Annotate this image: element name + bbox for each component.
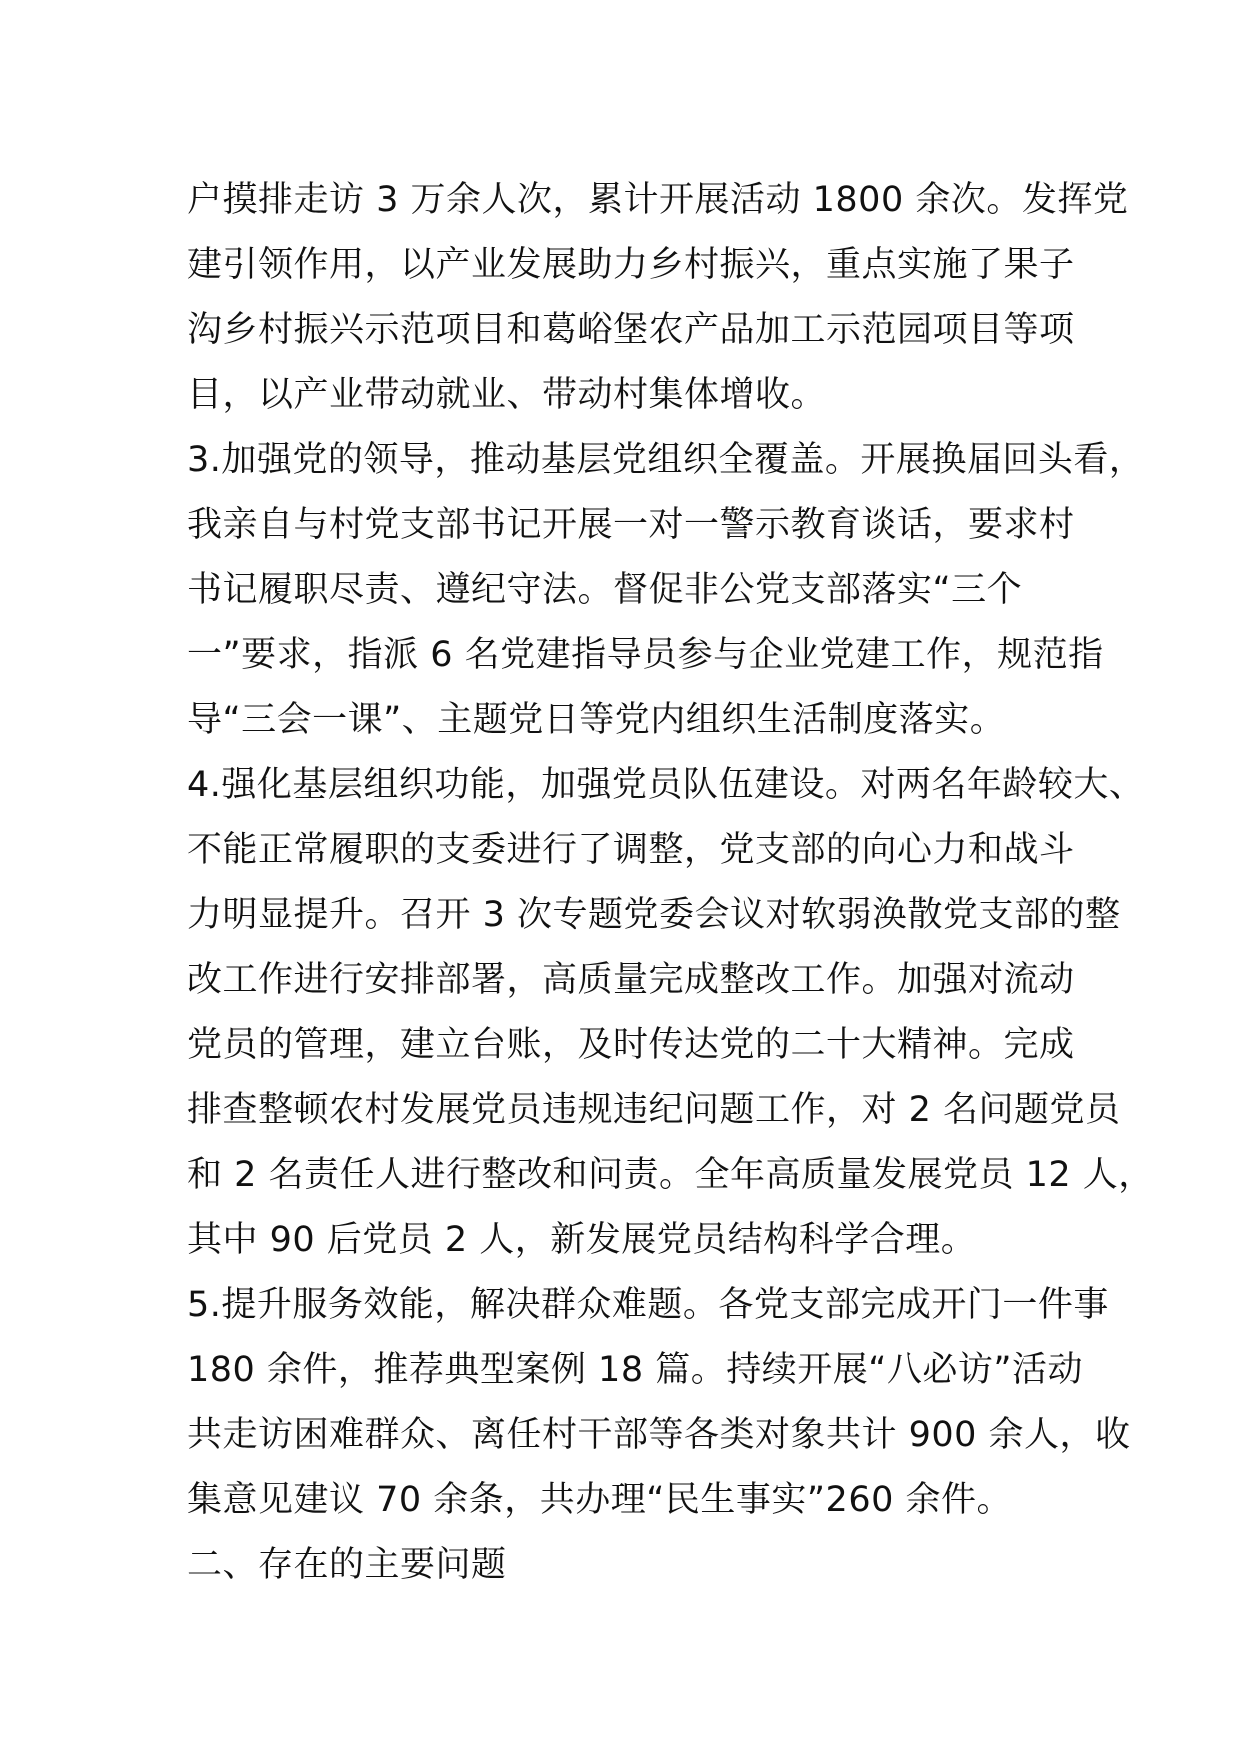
text-line: 党员的管理，建立台账，及时传达党的二十大精神。完成 — [187, 1025, 1075, 1065]
text-line: 共走访困难群众、离任村干部等各类对象共计 900 余人，收 — [187, 1415, 1131, 1455]
section-5-heading-line: 5.提升服务效能，解决群众难题。各党支部完成开门一件事 — [187, 1285, 1109, 1325]
text-line: 其中 90 后党员 2 人，新发展党员结构科学合理。 — [187, 1220, 977, 1260]
text-line: 排查整顿农村发展党员违规违纪问题工作，对 2 名问题党员 — [187, 1090, 1121, 1130]
section-heading-problems: 二、存在的主要问题 — [187, 1545, 507, 1585]
text-line: 集意见建议 70 余条，共办理“民生事实”260 余件。 — [187, 1480, 1012, 1520]
section-4-heading-line: 4.强化基层组织功能，加强党员队伍建设。对两名年龄较大、 — [187, 765, 1145, 805]
text-line: 180 余件，推荐典型案例 18 篇。持续开展“八必访”活动 — [187, 1350, 1083, 1390]
text-line: 沟乡村振兴示范项目和葛峪堡农产品加工示范园项目等项 — [187, 310, 1075, 350]
text-line: 力明显提升。召开 3 次专题党委会议对软弱涣散党支部的整 — [187, 895, 1121, 935]
text-line: 一”要求，指派 6 名党建指导员参与企业党建工作，规范指 — [187, 635, 1104, 675]
text-line: 和 2 名责任人进行整改和问责。全年高质量发展党员 12 人， — [187, 1155, 1154, 1195]
section-3-heading-line: 3.加强党的领导，推动基层党组织全覆盖。开展换届回头看， — [187, 440, 1145, 480]
text-line: 改工作进行安排部署，高质量完成整改工作。加强对流动 — [187, 960, 1075, 1000]
text-line: 导“三会一课”、主题党日等党内组织生活制度落实。 — [187, 700, 1006, 740]
text-line: 不能正常履职的支委进行了调整，党支部的向心力和战斗 — [187, 830, 1075, 870]
text-line: 目，以产业带动就业、带动村集体增收。 — [187, 375, 827, 415]
text-line: 户摸排走访 3 万余人次，累计开展活动 1800 余次。发挥党 — [187, 180, 1129, 220]
document-body — [187, 168, 1154, 1598]
text-line: 我亲自与村党支部书记开展一对一警示教育谈话，要求村 — [187, 505, 1075, 545]
text-line: 书记履职尽责、遵纪守法。督促非公党支部落实“三个 — [187, 570, 1023, 610]
text-line: 建引领作用，以产业发展助力乡村振兴，重点实施了果子 — [187, 245, 1075, 285]
